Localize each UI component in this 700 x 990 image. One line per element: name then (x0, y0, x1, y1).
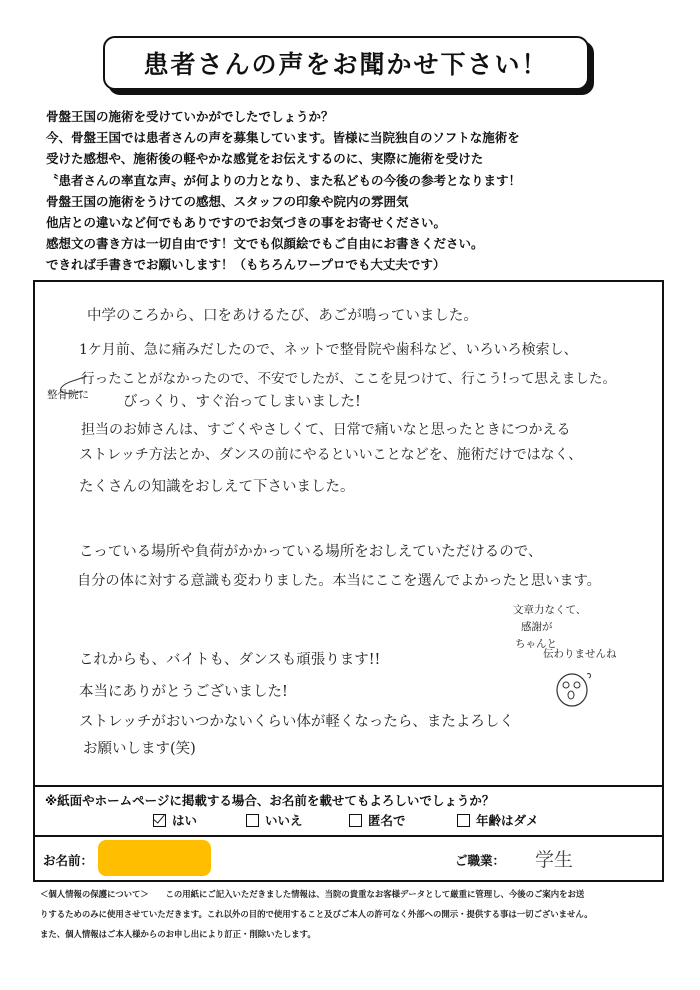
letter-line: たくさんの知識をおしえて下さいました。 (79, 479, 355, 495)
option-label: 年齢はダメ (476, 813, 539, 828)
letter-line: 行ったことがなかったので、不安でしたが、ここを見つけて、行こう!って思えました。 (81, 371, 617, 387)
letter-line: 担当のお姉さんは、すごくやさしくて、日常で痛いなと思ったときにつかえる (81, 422, 571, 438)
intro-line: 今、骨盤王国では患者さんの声を募集しています。皆様に当院独自のソフトな施術を (46, 130, 520, 146)
name-redaction (98, 840, 211, 876)
letter-line: お願いします(笑) (83, 741, 196, 757)
intro-line: 感想文の書き方は一切自由です！文でも似顔絵でもご自由にお書きください。 (46, 236, 484, 252)
checkbox-checked-icon[interactable] (153, 814, 166, 827)
letter-line: これからも、バイトも、ダンスも頑張ります!! (79, 652, 381, 668)
intro-line: 他店との違いなど何でもありですのでお気づきの事をお寄せください。 (46, 215, 447, 231)
option-label: いいえ (265, 813, 303, 828)
letter-line: 中学のころから、口をあけるたび、あごが鳴っていました。 (87, 308, 478, 324)
option-label: はい (172, 813, 198, 828)
letter-line: こっている場所や負荷がかかっている場所をおしえていただけるので、 (79, 544, 543, 560)
page-title: 患者さんの声をお聞かせ下さい！ (143, 50, 549, 79)
checkbox-icon[interactable] (457, 814, 470, 827)
privacy-line: ＜個人情報の保護について＞ この用紙にご記入いただきました情報は、当院の貴重なお客様データとして厳重に管理し、今後のご案内をお送 (40, 889, 585, 899)
name-label: お名前： (43, 853, 94, 868)
privacy-line: また、個人情報はご本人様からのお申し出により訂正・削除いたします。 (40, 929, 316, 939)
option-anonymous[interactable] (349, 811, 406, 829)
side-note-line: ちゃんと (515, 638, 557, 650)
intro-line: 〝患者さんの率直な声〟が何よりの力となり、また私どもの今後の参考となります！ (46, 172, 522, 188)
occupation-label: ご職業： (455, 853, 506, 868)
option-yes[interactable] (153, 811, 197, 829)
letter-line: ストレッチがおいつかないくらい体が軽くなったら、またよろしく (79, 714, 514, 730)
letter-line: ストレッチ方法とか、ダンスの前にやるといいことなどを、施術だけではなく、 (79, 447, 583, 463)
face-doodle-icon (554, 670, 594, 710)
intro-line: 受けた感想や、施術後の軽やかな感覚をお伝えするのに、実際に施術を受けた (46, 151, 484, 167)
letter-line: びっくり、すぐ治ってしまいました! (123, 394, 361, 410)
insert-note: 整骨院に (47, 389, 89, 401)
intro-line: できれば手書きでお願いします！（もちろんワープロでも大丈夫です） (46, 257, 446, 273)
side-note-line: 文章力なくて、 (513, 604, 587, 616)
permission-question: ※紙面やホームページに掲載する場合、お名前を載せてもよろしいでしょうか？ (45, 793, 495, 808)
permission-section (33, 785, 664, 837)
option-no-age[interactable] (457, 811, 539, 829)
intro-text (46, 106, 666, 276)
name-section (33, 835, 664, 882)
letter-line: 本当にありがとうございました! (79, 684, 288, 700)
checkbox-icon[interactable] (349, 814, 362, 827)
title-box (103, 36, 589, 90)
option-no[interactable] (246, 811, 303, 829)
checkbox-icon[interactable] (246, 814, 259, 827)
intro-line: 骨盤王国の施術をうけての感想、スタッフの印象や院内の雰囲気 (46, 193, 409, 209)
privacy-line: りするためのみに使用させていただきます。これ以外の目的で使用すること及びご本人の許可なく外部への開示・提供する事は一切ございません。 (40, 909, 593, 919)
intro-line: 骨盤王国の施術を受けていかがでしたでしょうか？ (46, 109, 334, 124)
occupation-value: 学生 (535, 849, 574, 871)
letter-line: 自分の体に対する意識も変わりました。本当にここを選んでよかったと思います。 (77, 573, 601, 589)
letter-box (33, 280, 664, 787)
side-note-line: 伝わりませんね (543, 648, 617, 660)
option-label: 匿名で (368, 813, 406, 828)
letter-line: 1ケ月前、急に痛みだしたので、ネットで整骨院や歯科など、いろいろ検索し、 (79, 342, 578, 358)
privacy-notice (40, 884, 665, 944)
side-note-line: 感謝が (521, 621, 553, 633)
